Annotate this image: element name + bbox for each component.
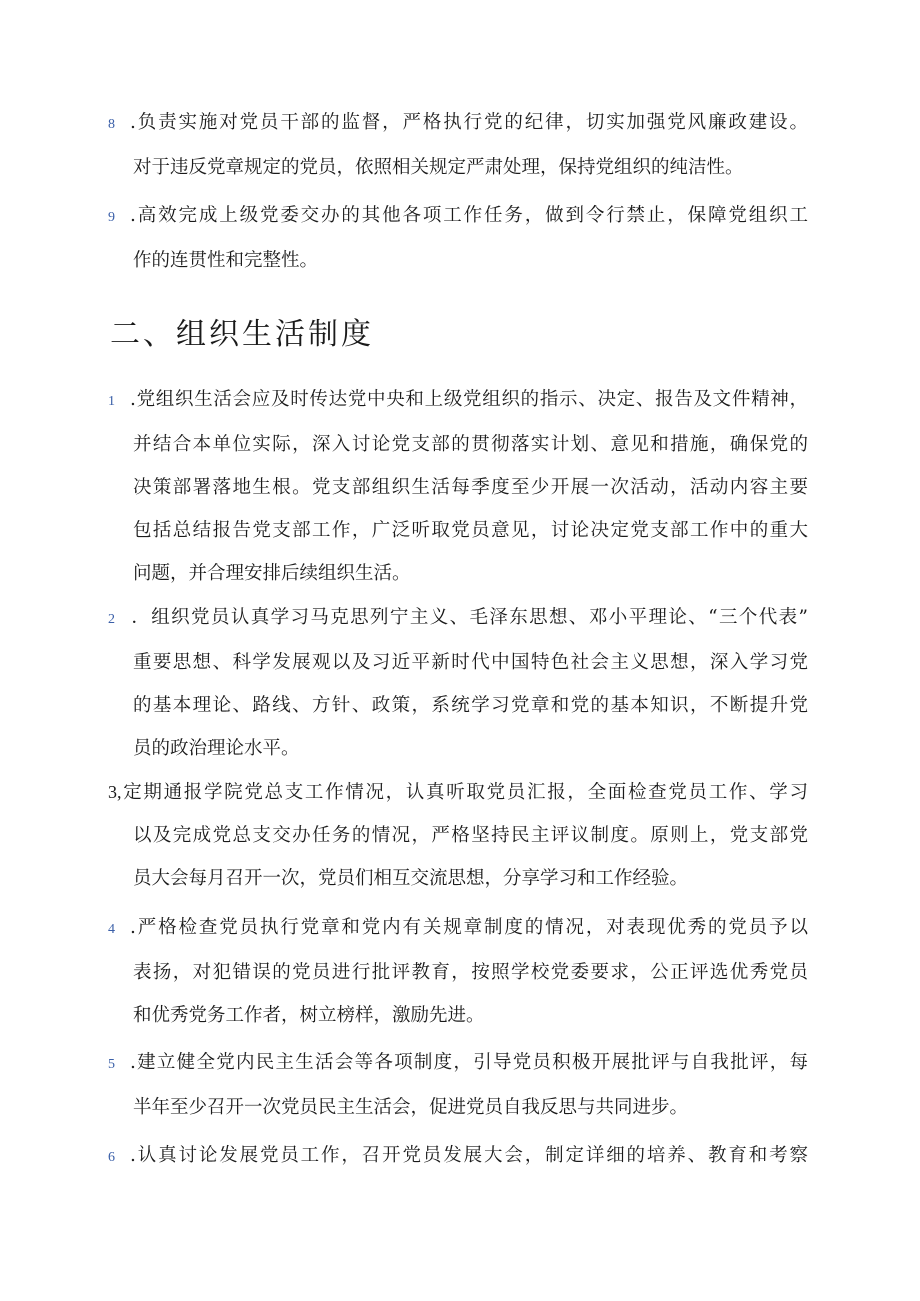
list-item-text: .建立健全党内民主生活会等各项制度，引导党员积极开展批评与自我批评，每 [130, 1052, 808, 1073]
list-item-line: 以及完成党总支交办任务的情况，严格坚持民主评议制度。原则上，党支部党 [133, 825, 808, 846]
list-item-2 [108, 596, 808, 770]
list-item-3 [108, 771, 808, 900]
list-item-line: 重要思想、科学发展观以及习近平新时代中国特色社会主义思想，深入学习党 [133, 652, 808, 673]
list-item-5 [108, 1041, 808, 1129]
list-item-text: 定期通报学院党总支工作情况，认真听取党员汇报，全面检查党员工作、学习 [121, 782, 808, 803]
list-item-number: 8 [108, 117, 115, 132]
list-item-line: 半年至少召开一次党员民主生活会，促进党员自我反思与共同进步。 [133, 1097, 689, 1118]
list-item-number: 4 [108, 922, 115, 937]
list-item-line: 包括总结报告党支部工作，广泛听取党员意见，讨论决定党支部工作中的重大 [133, 520, 808, 541]
list-item-1 [108, 378, 808, 595]
list-item-line [108, 771, 808, 814]
list-item-text: .高效完成上级党委交办的其他各项工作任务，做到令行禁止，保障党组织工 [130, 205, 808, 226]
list-item-8 [108, 101, 808, 189]
list-item-text: ．组织党员认真学习马克思列宁主义、毛泽东思想、邓小平理论、“三个代表” [130, 607, 808, 628]
list-item-line: 和优秀党务工作者，树立榜样，激励先进。 [133, 1005, 485, 1026]
list-item-line [108, 906, 808, 951]
list-item-line: 的基本理论、路线、方针、政策，系统学习党章和党的基本知识，不断提升党 [133, 695, 808, 716]
list-item-line [108, 1041, 808, 1086]
list-item-line: 员大会每月召开一次，党员们相互交流思想，分享学习和工作经验。 [133, 868, 689, 889]
list-item-number: 1 [108, 394, 115, 409]
list-item-text: .认真讨论发展党员工作，召开党员发展大会，制定详细的培养、教育和考察 [130, 1145, 808, 1166]
list-item-line [108, 1134, 808, 1179]
list-item-line: 作的连贯性和完整性。 [133, 250, 319, 271]
list-item-6 [108, 1134, 808, 1179]
list-item-line [108, 194, 808, 239]
list-item-line: 并结合本单位实际，深入讨论党支部的贯彻落实计划、意见和措施，确保党的 [133, 434, 808, 455]
list-item-line [108, 378, 808, 423]
list-item-4 [108, 906, 808, 1037]
list-item-number: 3, [108, 782, 122, 802]
list-item-line [108, 101, 808, 146]
list-item-line: 决策部署落地生根。党支部组织生活每季度至少开展一次活动，活动内容主要 [133, 477, 808, 498]
list-item-line: 表扬，对犯错误的党员进行批评教育，按照学校党委要求，公正评选优秀党员 [133, 962, 808, 983]
list-item-line: 问题，并合理安排后续组织生活。 [133, 563, 411, 584]
list-item-line [108, 596, 808, 641]
list-item-number: 5 [108, 1057, 115, 1072]
list-item-text: .负责实施对党员干部的监督，严格执行党的纪律，切实加强党风廉政建设。 [130, 112, 808, 133]
list-item-number: 9 [108, 210, 115, 225]
list-item-9 [108, 194, 808, 282]
section-heading: 二、组织生活制度 [110, 317, 374, 352]
list-item-text: .严格检查党员执行党章和党内有关规章制度的情况，对表现优秀的党员予以 [130, 917, 808, 938]
list-item-line: 对于违反党章规定的党员，依照相关规定严肃处理，保持党组织的纯洁性。 [133, 157, 744, 178]
list-item-line: 员的政治理论水平。 [133, 738, 300, 759]
list-item-number: 6 [108, 1150, 115, 1165]
list-item-text: .党组织生活会应及时传达党中央和上级党组织的指示、决定、报告及文件精神， [130, 389, 808, 410]
list-item-number: 2 [108, 612, 115, 627]
